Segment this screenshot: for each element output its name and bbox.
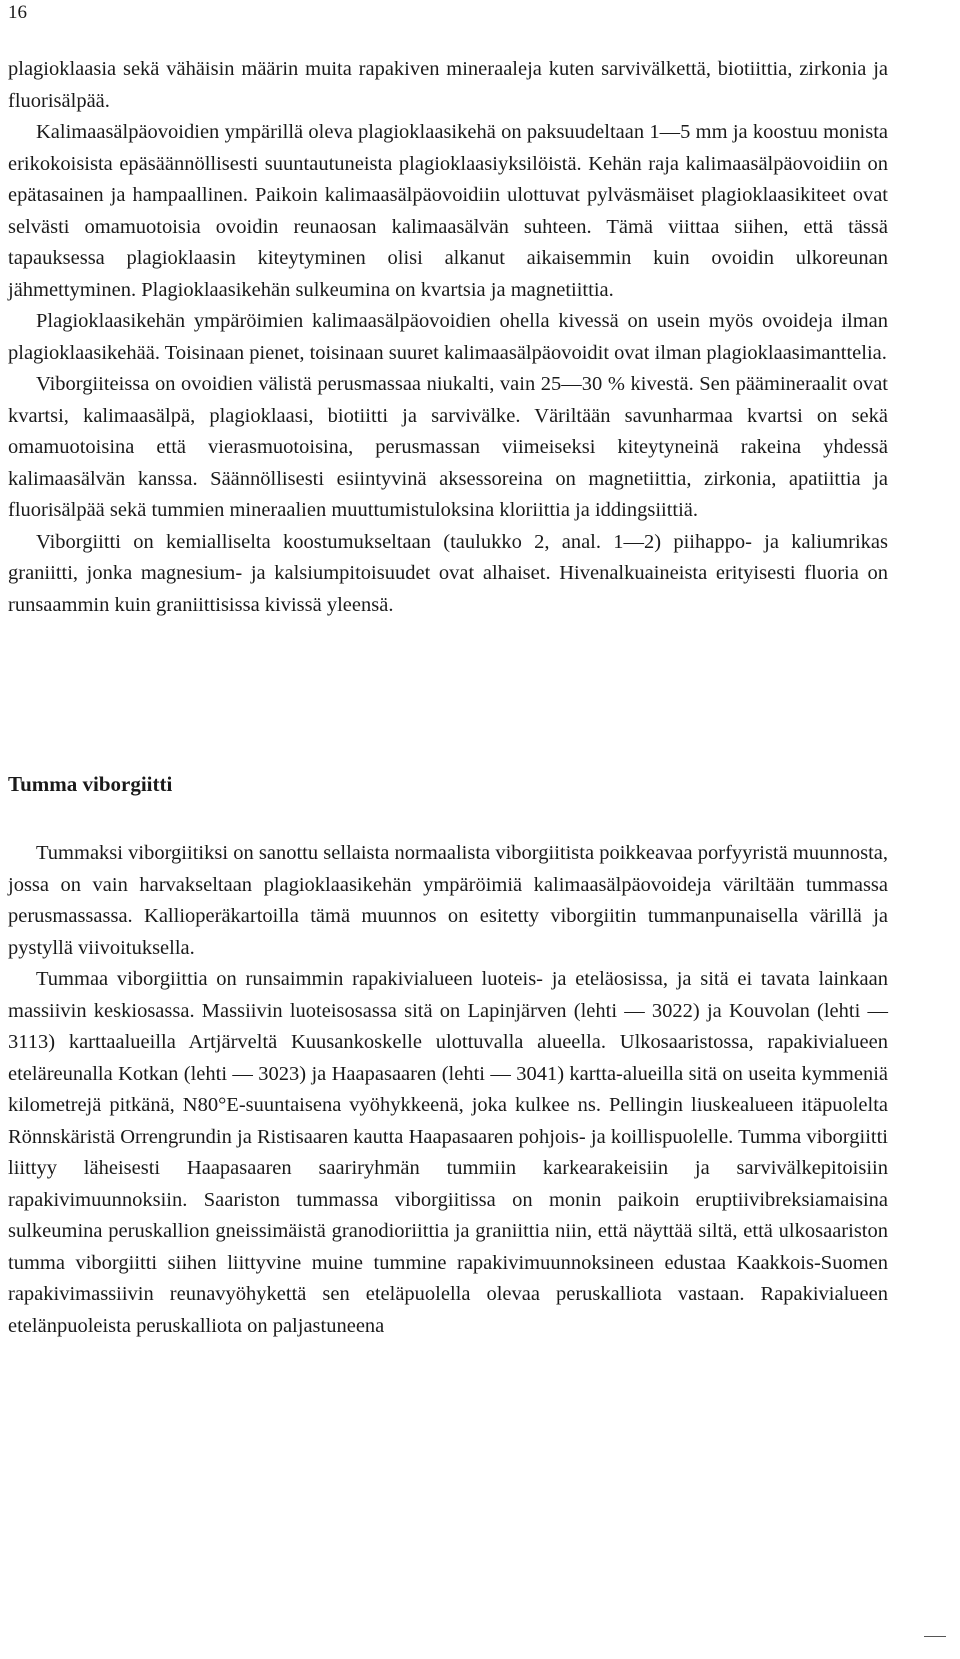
paragraph: Plagioklaasikehän ympäröimien kalimaasälpäovoidien ohella kivessä on usein myös ovoideja ilman plagioklaasikehää. Toisinaan pienet, toisinaan suuret kalimaasälpäovoidit ovat ilman plagioklaasimanttelia.	[8, 310, 888, 364]
paragraph: Tummaksi viborgiitiksi on sanottu sellaista normaalista viborgiitista poikkeavaa porfyyristä muunnosta, jossa on vain harvakseltaan plagioklaasikehän ympäröimiä kalimaasälpäovoideja väriltään tummassa perusmassassa. Kallioperäkartoilla tämä muunnos on esitetty viborgiitin tummanpunaisella värillä ja pystyllä viivoituksella.	[8, 842, 888, 959]
body-text-section-1	[8, 54, 888, 621]
page-number: 16	[8, 2, 27, 23]
paragraph: plagioklaasia sekä vähäisin määrin muita rapakiven mineraaleja kuten sarvivälkettä, biotiittia, zirkonia ja fluorisälpää.	[8, 58, 888, 112]
body-text-section-2	[8, 838, 888, 1342]
corner-mark	[924, 1636, 946, 1637]
paragraph: Tummaa viborgiittia on runsaimmin rapakivialueen luoteis- ja eteläosissa, ja sitä ei tavata lainkaan massiivin keskiosassa. Massiivin luoteisosassa sitä on Lapinjärven (lehti — 3022) ja Kouvolan (lehti — 3113) karttaalueilla Artjärveltä Kuusankoskelle ulottuvalla alueella. Ulkosaaristossa, rapakivialueen eteläreunalla Kotkan (lehti — 3023) ja Haapasaaren (lehti — 3041) kartta-alueilla sitä on useita kymmeniä kilometrejä pitkänä, N80°E-suuntaisena vyöhykkeenä, joka kulkee ns. Pellingin liuskealueen itäpuolelta Rönnskäristä Orrengrundin ja Ristisaaren kautta Haapasaaren pohjois- ja koillispuolelle. Tumma viborgiitti liittyy läheisesti Haapasaaren saariryhmän tummiin karkearakeisiin ja sarvivälkepitoisiin rapakivimuunnoksiin. Saariston tummassa viborgiitissa on monin paikoin eruptiivibreksiamaisina sulkeumina peruskallion gneissimäistä granodioriittia ja graniittia niin, että näyttää siltä, että ulkosaariston tumma viborgiitti siihen liittyvine muine tummine rapakivimuunnoksineen edustaa Kaakkois-Suomen rapakivimassiivin reunavyöhykettä sen eteläpuolella olevaa peruskalliota vastaan. Rapakivialueen etelänpuoleista peruskalliota on paljastuneena	[8, 968, 888, 1337]
paragraph: Viborgiiteissa on ovoidien välistä perusmassaa niukalti, vain 25—30 % kivestä. Sen päämineraalit ovat kvartsi, kalimaasälpä, plagioklaasi, biotiitti ja sarvivälke. Väriltään savunharmaa kvartsi on sekä omamuotoisina että vierasmuotoisina, perusmassan viimeiseksi kiteytyneinä rakeina yhdessä kalimaasälvän kanssa. Säännöllisesti esiintyvinä aksessoreina on magnetiittia, zirkonia, apatiittia ja fluorisälpää sekä tummien mineraalien muuttumistuloksina kloriittia ja iddingsiittiä.	[8, 373, 888, 521]
paragraph: Viborgiitti on kemialliselta koostumukseltaan (taulukko 2, anal. 1—2) piihappo- ja kaliumrikas graniitti, jonka magnesium- ja kalsiumpitoisuudet ovat alhaiset. Hivenalkuaineista erityisesti fluoria on runsaammin kuin graniittisissa kivissä yleensä.	[8, 530, 888, 616]
paragraph: Kalimaasälpäovoidien ympärillä oleva plagioklaasikehä on paksuudeltaan 1—5 mm ja koostuu monista erikokoisista epäsäännöllisesti suuntautuneista plagioklaasiyksilöistä. Kehän raja kalimaasälpäovoidiin on epätasainen ja hampaallinen. Paikoin kalimaasälpäovoidiin ulottuvat pylväsmäiset plagioklaasikiteet ovat selvästi omamuotoisia ovoidin reunaosan kalimaasälvän suhteen. Tämä viittaa siihen, että tässä tapauksessa plagioklaasin kiteytyminen olisi alkanut aikaisemmin kuin ovoidin ulkoreunan jähmettyminen. Plagioklaasikehän sulkeumina on kvartsia ja magnetiittia.	[8, 121, 888, 301]
section-heading: Tumma viborgiitti	[8, 772, 173, 796]
